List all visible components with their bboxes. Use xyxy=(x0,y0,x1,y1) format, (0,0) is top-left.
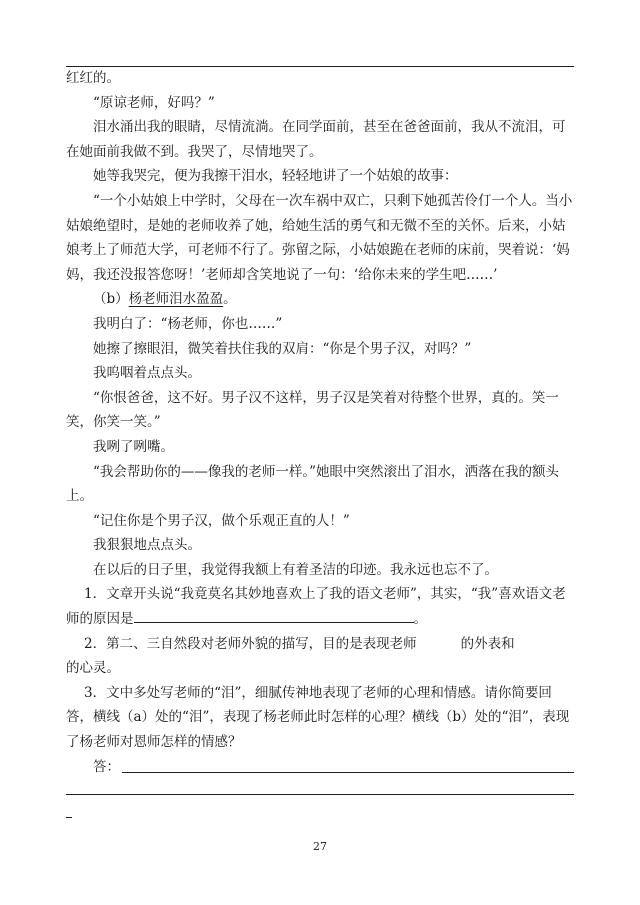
passage-line: “原谅老师，好吗？” xyxy=(93,94,215,111)
period: 。 xyxy=(223,291,237,308)
answer-line-2[interactable] xyxy=(66,783,574,795)
page-number: 27 xyxy=(313,840,327,853)
answer-label: 答： xyxy=(93,758,120,775)
answer-line-1[interactable] xyxy=(122,756,574,773)
document-body xyxy=(66,66,574,818)
passage-line: “我会帮助你的——像我的老师一样。”她眼中突然滚出了泪水，洒落在我的额头上。 xyxy=(66,463,560,505)
passage-line: 我狠狠地点点头。 xyxy=(93,537,201,554)
question-2 xyxy=(66,632,574,681)
passage-line: 我咧了咧嘴。 xyxy=(93,438,174,455)
answer-line-3[interactable] xyxy=(66,805,72,818)
marker-b: （b） xyxy=(93,291,129,308)
answer-blank-1[interactable] xyxy=(134,607,414,623)
passage-line: 我明白了：“杨老师，你也……” xyxy=(93,315,283,332)
question-2-part3: 的心灵。 xyxy=(66,660,120,677)
passage-paragraph: “一个小姑娘上中学时，父母在一次车祸中双亡，只剩下她孤苦伶仃一个人。当小姑娘绝望时，是她的老师收养了她，给她生活的勇气和无微不至的关怀。后来，小姑娘考上了师范大学，可老师不行了。弥留之际，小姑娘跪在老师的床前，哭着说：‘妈妈，我还没报答您呀！’老师却含笑地说了一句：‘给你未来的学生吧……’ xyxy=(66,192,573,283)
passage-line-b xyxy=(66,287,574,312)
question-3: 3．文中多处写老师的“泪”，细腻传神地表现了老师的心理和情感。请你简要回答，横线（a）处的“泪”，表现了杨老师此时怎样的心理？横线（b）处的“泪”，表现了杨老师对恩师怎样的情感？ xyxy=(66,684,570,751)
passage-paragraph: “你恨爸爸，这不好。男子汉不这样，男子汉是笑着对待整个世界，真的。笑一笑，你笑一笑。” xyxy=(66,389,559,431)
passage-line: “记住你是个男子汉，做个乐观正直的人！” xyxy=(93,512,350,529)
question-2-part2: 的外表和 xyxy=(460,635,515,652)
underlined-phrase-b: 杨老师泪水盈盈 xyxy=(128,291,224,308)
question-1-text: 1．文章开头说“我竟莫名其妙地喜欢上了我的语文老师”，其实，“我”喜欢语文老师的原因是 xyxy=(66,586,566,628)
passage-line: 她擦了擦眼泪，微笑着扶住我的双肩：“你是个男子汉，对吗？” xyxy=(93,340,472,357)
answer-row xyxy=(66,755,574,780)
question-2-part1: 2．第二、三自然段对老师外貌的描写，目的是表现老师 xyxy=(84,635,417,652)
question-1-end: 。 xyxy=(413,611,427,628)
passage-paragraph: 泪水涌出我的眼睛，尽情流淌。在同学面前，甚至在爸爸面前，我从不流泪，可在她面前我做不到。我哭了，尽情地哭了。 xyxy=(66,119,566,160)
passage-line: 她等我哭完，便为我擦干泪水，轻轻地讲了一个姑娘的故事： xyxy=(93,168,458,185)
passage-line: 在以后的日子里，我觉得我额上有着圣洁的印迹。我永远也忘不了。 xyxy=(93,561,498,578)
passage-line: 红红的。 xyxy=(66,70,120,86)
question-1 xyxy=(66,582,574,631)
passage-line: 我呜咽着点点头。 xyxy=(93,365,201,382)
